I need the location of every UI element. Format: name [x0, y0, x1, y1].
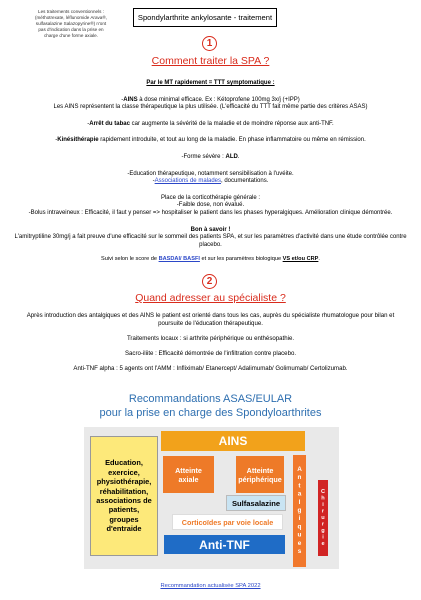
- recommendation-diagram: [84, 427, 339, 569]
- education-box: Education, exercice, physiothérapie, réhabilitation, associations de patients, groupes d'entraide: [90, 436, 158, 556]
- corticoides-box: Corticoïdes par voie locale: [172, 514, 283, 530]
- atteinte-axiale-box: Atteinte axiale: [163, 456, 214, 493]
- tabac-label: Arrêt du tabac: [89, 120, 130, 127]
- bon-a-savoir: Bon à savoir !: [190, 226, 231, 233]
- atteinte-peripherique-box: Atteinte périphérique: [236, 456, 284, 493]
- sulfasalazine-box: Sulfasalazine: [226, 495, 286, 511]
- section-title-1: Comment traiter la SPA ?: [151, 55, 270, 67]
- associations-link[interactable]: Associations de malades: [154, 178, 221, 185]
- section-title-2: Quand adresser au spécialiste ?: [135, 292, 286, 304]
- chirurgie-bar: Chirurgie: [318, 480, 328, 556]
- section-number-1: 1: [202, 36, 217, 51]
- section2-body: Après introduction des antalgiques et des AINS le patient est orienté dans tous les cas, auprès du spécialiste rhumatologue pour bilan et poursuite de l'éducation thérapeutique. Traitements locaux : si arthrite périphérique ou enthésopathie. Sacro-iliite : Efficacité démontrée de l'infiltration contre placebo. Anti-TNF alpha : 5 agents ont l'AMM : Infliximab/ Etanercept/ Adalimumab/ Golimumab/ Certolizumab.: [26, 312, 395, 373]
- side-note: Les traitements conventionnels : (méthotrexate, léflunomide Arava®, sulfasalazine Salazopyrine®) n'ont pas d'indication dans la prise en charge d'une forme axiale.: [34, 9, 108, 39]
- section1-subtitle: Par le MT rapidement = TTT symptomatique :: [146, 80, 275, 86]
- recommendation-title: Recommandations ASAS/EULAR pour la prise en charge des Spondyloarthrites: [99, 393, 322, 419]
- ains-label: AINS: [123, 96, 138, 103]
- amitriptyline-note: L'amitryptiline 30mg/j a fait preuve d'une efficacité sur le sommeil des patients SPA, et sur les paramètres d'activité dans une étude contrôlée contre placebo.: [14, 234, 407, 248]
- kine-label: Kinésithérapie: [57, 137, 99, 144]
- anti-tnf-box: Anti-TNF: [164, 535, 285, 554]
- section-number-2: 2: [202, 274, 217, 289]
- ains-note: Les AINS représentent la classe thérapeutique la plus utilisée. (L'efficacité du TTT fait même partie des critères ASAS): [53, 104, 368, 111]
- section1-body: Par le MT rapidement = TTT symptomatique : -AINS à dose minimal efficace. Ex : Kétoprofene 100mg 3x/j (+IPP) Les AINS représentent la classe thérapeutique la plus utilisée. (L'efficacité du TTT fait même partie des critères ASAS) -Arrêt du tabac car augmente la sévérité de la maladie et de moindre réponse aux anti-TNF. -Kinésithérapie rapidement introduite, et tout au long de la maladie. En phase inflammatoire ou même en rémission. -Forme sévère : ALD. -Education thérapeutique, notamment sensibilisation à l'uvéite. -Associations de malades, documentations. Place de la corticothérapie générale : -Faible dose, non évalué. -Bolus intraveineux : Efficacité, il faut y penser => hospitaliser le patient dans les phases hyperalgiques. Amélioration clinique démontrée. Bon à savoir ! L'amitryptiline 30mg/j a fait preuve d'une efficacité sur le sommeil des patients SPA, et sur les paramètres d'activité dans une étude contrôlée contre placebo. Suivi selon le score de BASDAI/ BASFI et sur les paramètres biologique VS et/ou CRP.: [14, 80, 407, 262]
- basdai-link[interactable]: BASDAI/ BASFI: [158, 255, 200, 262]
- education-line: -Education thérapeutique, notamment sensibilisation à l'uvéite.: [127, 170, 294, 177]
- footer-recommendation-link[interactable]: Recommandation actualisée SPA 2022: [160, 583, 261, 589]
- page-title: Spondylarthrite ankylosante - traitement: [133, 8, 277, 27]
- ald-label: ALD: [225, 153, 238, 160]
- antalgiques-bar: Antalgiques: [293, 455, 306, 567]
- ains-box: AINS: [161, 431, 305, 451]
- footer: [0, 583, 421, 589]
